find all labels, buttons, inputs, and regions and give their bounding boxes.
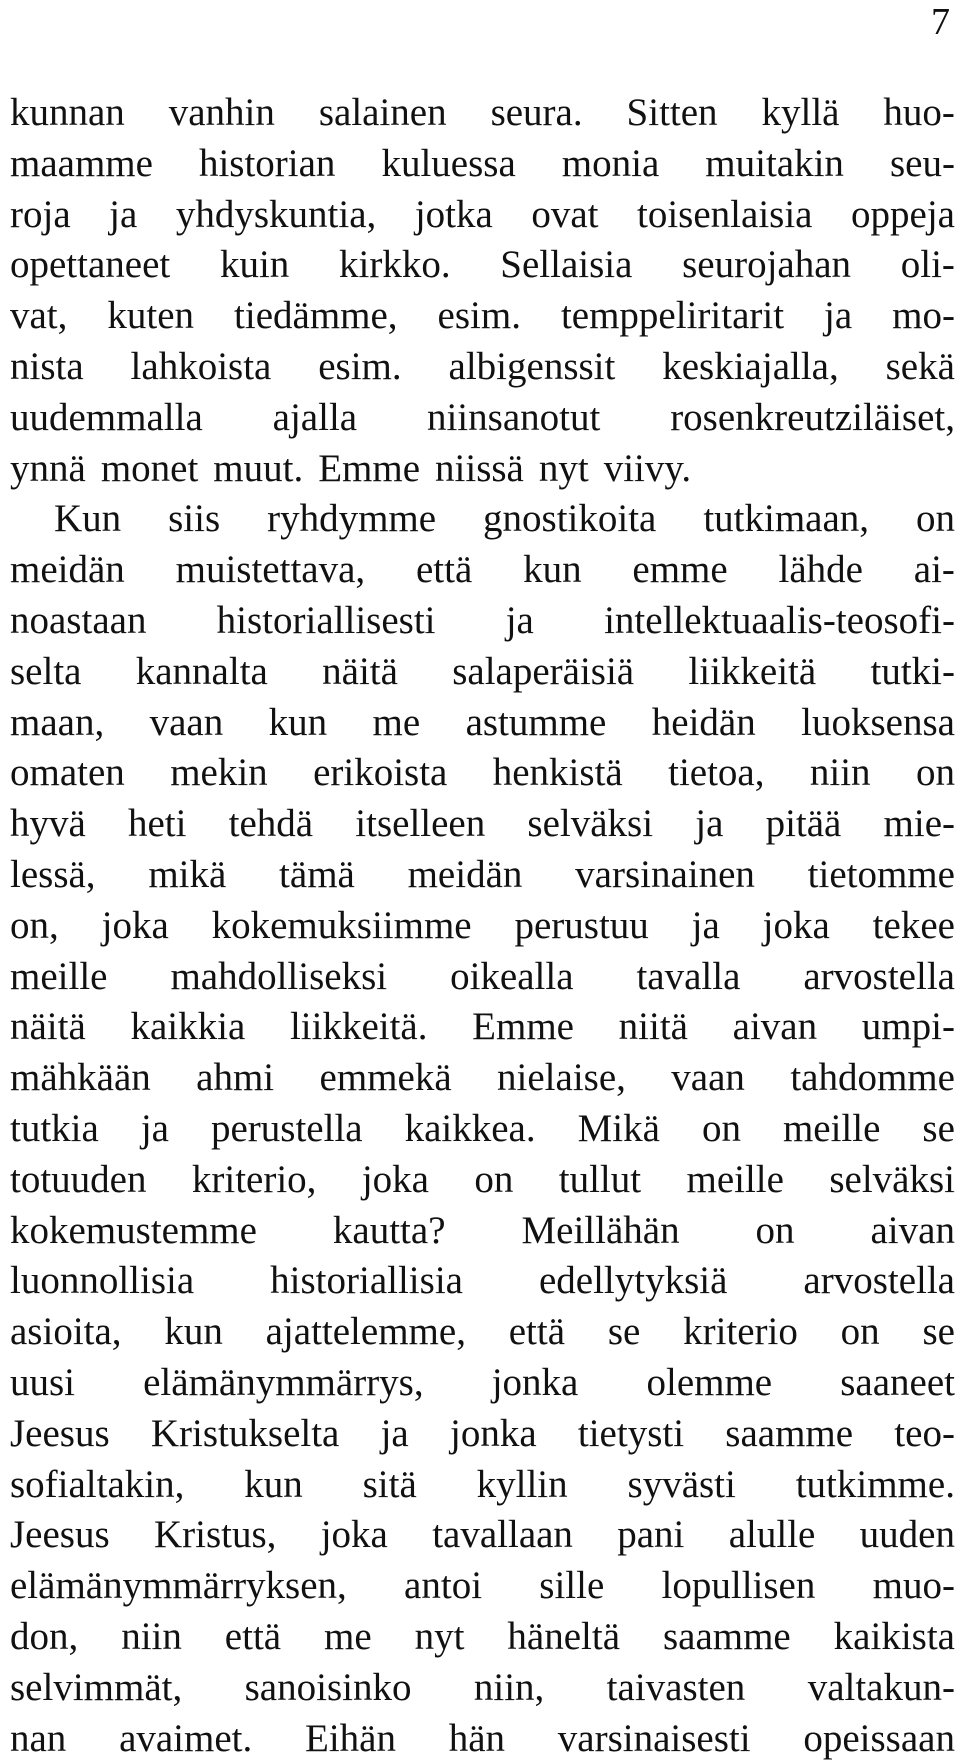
text-line [10,850,955,901]
word: elämänymmärrys, [143,1358,423,1409]
word: Kristus, [154,1510,276,1561]
word: nielaise, [497,1053,626,1104]
word: uusi [10,1358,75,1409]
word: lessä, [10,850,96,901]
word: gnostikoita [483,494,656,545]
word: muo- [873,1561,955,1612]
word: Jeesus [10,1510,110,1561]
word: meille [783,1104,880,1155]
word: temppeliritarit [561,291,784,342]
word: opeissaan [803,1714,955,1764]
word: huo- [883,88,955,139]
word: kokemustemme [10,1206,257,1257]
word: kaikista [834,1612,955,1663]
word: ja [695,799,723,850]
word: jonka [450,1409,537,1460]
word: mekin [170,748,267,799]
word: albigenssit [449,342,616,393]
text-line [10,494,955,545]
text-line [10,1409,955,1460]
word: emmekä [320,1053,452,1104]
text-line [10,88,955,139]
word: kunnan [10,88,125,139]
word: mie- [884,799,955,850]
word: tavallaan [432,1510,573,1561]
word: selväksi [527,799,653,850]
word: salaperäisiä [452,647,634,698]
word: sitä [363,1460,417,1511]
word: teo- [894,1409,955,1460]
word: tietoa, [668,748,764,799]
word: valtakun- [808,1663,955,1714]
word: se [922,1307,955,1358]
word: kuin [220,240,289,291]
word: kriterio, [192,1155,317,1206]
word: Emme [318,444,420,495]
word: perustuu [514,901,648,952]
word: Emme [472,1002,574,1053]
word: selvimmät, [10,1663,182,1714]
word: hän [449,1714,505,1764]
word: me [324,1612,372,1663]
word: olemme [646,1358,772,1409]
word: joka [362,1155,429,1206]
word: me [373,698,421,749]
word: Sitten [627,88,718,139]
word: Kun [54,494,121,545]
word: ynnä [10,444,86,495]
word: niin, [474,1663,544,1714]
word: muitakin [705,139,844,190]
word: ja [506,596,534,647]
word: don, [10,1612,78,1663]
word: ajattelemme, [266,1307,466,1358]
word: taivasten [607,1663,746,1714]
word: meille [686,1155,783,1206]
word: oli- [901,240,955,291]
word: tämä [279,850,355,901]
word: Jeesus [10,1409,110,1460]
text-line [10,1663,955,1714]
text-line [10,1053,955,1104]
word: heidän [652,698,756,749]
word: sanoisinko [245,1663,412,1714]
word: tietomme [808,850,955,901]
text-line [10,240,955,291]
page-number: 7 [931,0,950,44]
word: joka [763,901,830,952]
word: Kristukselta [151,1409,339,1460]
text-line [10,1155,955,1206]
body-text [10,88,955,1764]
word: uudemmalla [10,393,203,444]
word: kaikkia [130,1002,245,1053]
word: hyvä [10,799,86,850]
word: mikä [148,850,226,901]
word: aivan [733,1002,817,1053]
word: ja [141,1104,169,1155]
word: historiallisia [270,1256,463,1307]
word: mähkään [10,1053,151,1104]
word: vat, [10,291,67,342]
text-line [10,190,955,241]
text-line [10,1002,955,1053]
word: monet [101,444,198,495]
word: kriterio [683,1307,798,1358]
word: ahmi [196,1053,274,1104]
word: yhdyskuntia, [176,190,376,241]
word: oppeja [851,190,955,241]
word: arvostella [803,1256,955,1307]
word: viivy. [604,444,691,495]
text-line [10,596,955,647]
word: pitää [766,799,842,850]
text-line [10,952,955,1003]
word: nyt [415,1612,465,1663]
text-line [10,1104,955,1155]
word: ai- [914,545,955,596]
word: sofialtakin, [10,1460,184,1511]
word: se [922,1104,955,1155]
word: ja [824,291,852,342]
text-line [10,1612,955,1663]
word: siis [168,494,220,545]
word: ovat [531,190,598,241]
word: nista [10,342,84,393]
word: sekä [886,342,955,393]
word: kirkko. [339,240,451,291]
word: kokemuksiimme [212,901,472,952]
word: tavalla [636,952,740,1003]
word: tiedämme, [234,291,398,342]
word: muistettava, [176,545,366,596]
word: kannalta [136,647,268,698]
text-line [10,1460,955,1511]
word: niinsanotut [427,393,600,444]
word: vaan [671,1053,745,1104]
word: tutki- [871,647,956,698]
word: maamme [10,139,153,190]
text-line [10,1206,955,1257]
word: pani [617,1510,684,1561]
word: mo- [892,291,955,342]
text-line [10,139,955,190]
word: rosenkreutziläiset, [670,393,955,444]
word: syvästi [628,1460,736,1511]
word: kun [269,698,328,749]
word: seurojahan [682,240,851,291]
word: Sellaisia [500,240,632,291]
word: Meillähän [521,1206,679,1257]
word: oikealla [450,952,573,1003]
text-line [10,647,955,698]
word: että [416,545,472,596]
word: henkistä [493,748,623,799]
word: on [474,1155,513,1206]
word: esim. [318,342,401,393]
word: saamme [725,1409,853,1460]
word: kun [164,1307,223,1358]
word: liikkeitä. [290,1002,428,1053]
word: seu- [890,139,955,190]
word: lopullisen [662,1561,816,1612]
word: roja [10,190,71,241]
word: nan [10,1714,66,1764]
word: saamme [663,1612,791,1663]
word: umpi- [862,1002,955,1053]
word: noastaan [10,596,146,647]
text-line [10,1358,955,1409]
word: tietysti [578,1409,684,1460]
word: muut. [213,444,303,495]
word: meidän [10,545,125,596]
word: on, [10,901,59,952]
word: meille [10,952,107,1003]
text-line [10,342,955,393]
word: että [509,1307,565,1358]
text-line [10,901,955,952]
word: tehdä [229,799,313,850]
word: luonnollisia [10,1256,194,1307]
word: erikoista [313,748,447,799]
word: saaneet [840,1358,955,1409]
word: tekee [873,901,955,952]
word: toisenlaisia [637,190,812,241]
word: asioita, [10,1307,122,1358]
word: niin [121,1612,182,1663]
word: mahdolliseksi [170,952,387,1003]
word: jotka [415,190,493,241]
word: selväksi [829,1155,955,1206]
word: itselleen [355,799,485,850]
word: elämänymmärryksen, [10,1561,347,1612]
word: totuuden [10,1155,146,1206]
word: lähde [779,545,863,596]
word: on [702,1104,741,1155]
word: astumme [466,698,607,749]
word: ja [692,901,720,952]
word: tutkia [10,1104,99,1155]
word: joka [102,901,169,952]
word: meidän [408,850,523,901]
word: kaikkea. [405,1104,536,1155]
word: kuten [107,291,194,342]
word: luoksensa [801,698,955,749]
word: on [916,748,955,799]
word: niitä [619,1002,688,1053]
word: emme [632,545,727,596]
word: ajalla [273,393,357,444]
text-line [10,799,955,850]
word: liikkeitä [688,647,816,698]
word: varsinainen [575,850,755,901]
word: edellytyksiä [539,1256,727,1307]
text-line [10,545,955,596]
word: kautta? [333,1206,446,1257]
word: esim. [438,291,521,342]
word: jonka [492,1358,579,1409]
word: näitä [322,647,398,698]
word: kuluessa [381,139,515,190]
word: antoi [404,1561,482,1612]
text-line [10,748,955,799]
word: historian [199,139,335,190]
word: kun [244,1460,303,1511]
word: että [225,1612,281,1663]
word: vaan [150,698,224,749]
word: uuden [860,1510,955,1561]
word: sille [539,1561,604,1612]
text-line [10,444,955,495]
word: monia [562,139,659,190]
word: varsinaisesti [558,1714,751,1764]
word: historiallisesti [217,596,436,647]
word: selta [10,647,81,698]
word: ja [381,1409,409,1460]
word: ryhdymme [267,494,436,545]
text-line [10,1256,955,1307]
word: se [608,1307,641,1358]
word: heti [128,799,186,850]
word: lahkoista [131,342,272,393]
word: keskiajalla, [662,342,839,393]
word: tutkimaan, [703,494,869,545]
word: nyt [539,444,589,495]
word: salainen [319,88,447,139]
word: tahdomme [790,1053,955,1104]
word: opettaneet [10,240,170,291]
word: ja [109,190,137,241]
word: on [916,494,955,545]
text-line [10,698,955,749]
word: aivan [871,1206,955,1257]
text-line [10,1714,955,1764]
word: kun [523,545,582,596]
word: intellektuaalis-teosofi- [604,596,955,647]
text-line [10,1307,955,1358]
word: alulle [729,1510,816,1561]
word: arvostella [803,952,955,1003]
word: on [841,1307,880,1358]
word: niin [810,748,871,799]
word: näitä [10,1002,86,1053]
word: häneltä [507,1612,620,1663]
text-line [10,1510,955,1561]
word: Eihän [305,1714,396,1764]
word: tutkimme. [796,1460,955,1511]
word: kyllin [477,1460,568,1511]
word: Mikä [578,1104,660,1155]
word: joka [321,1510,388,1561]
word: kyllä [762,88,840,139]
word: omaten [10,748,125,799]
word: niissä [435,444,524,495]
text-line [10,1561,955,1612]
text-line [10,291,955,342]
word: maan, [10,698,104,749]
word: vanhin [169,88,275,139]
word: perustella [211,1104,363,1155]
text-line [10,393,955,444]
word: on [756,1206,795,1257]
word: seura. [491,88,583,139]
word: avaimet. [119,1714,252,1764]
word: tullut [559,1155,641,1206]
